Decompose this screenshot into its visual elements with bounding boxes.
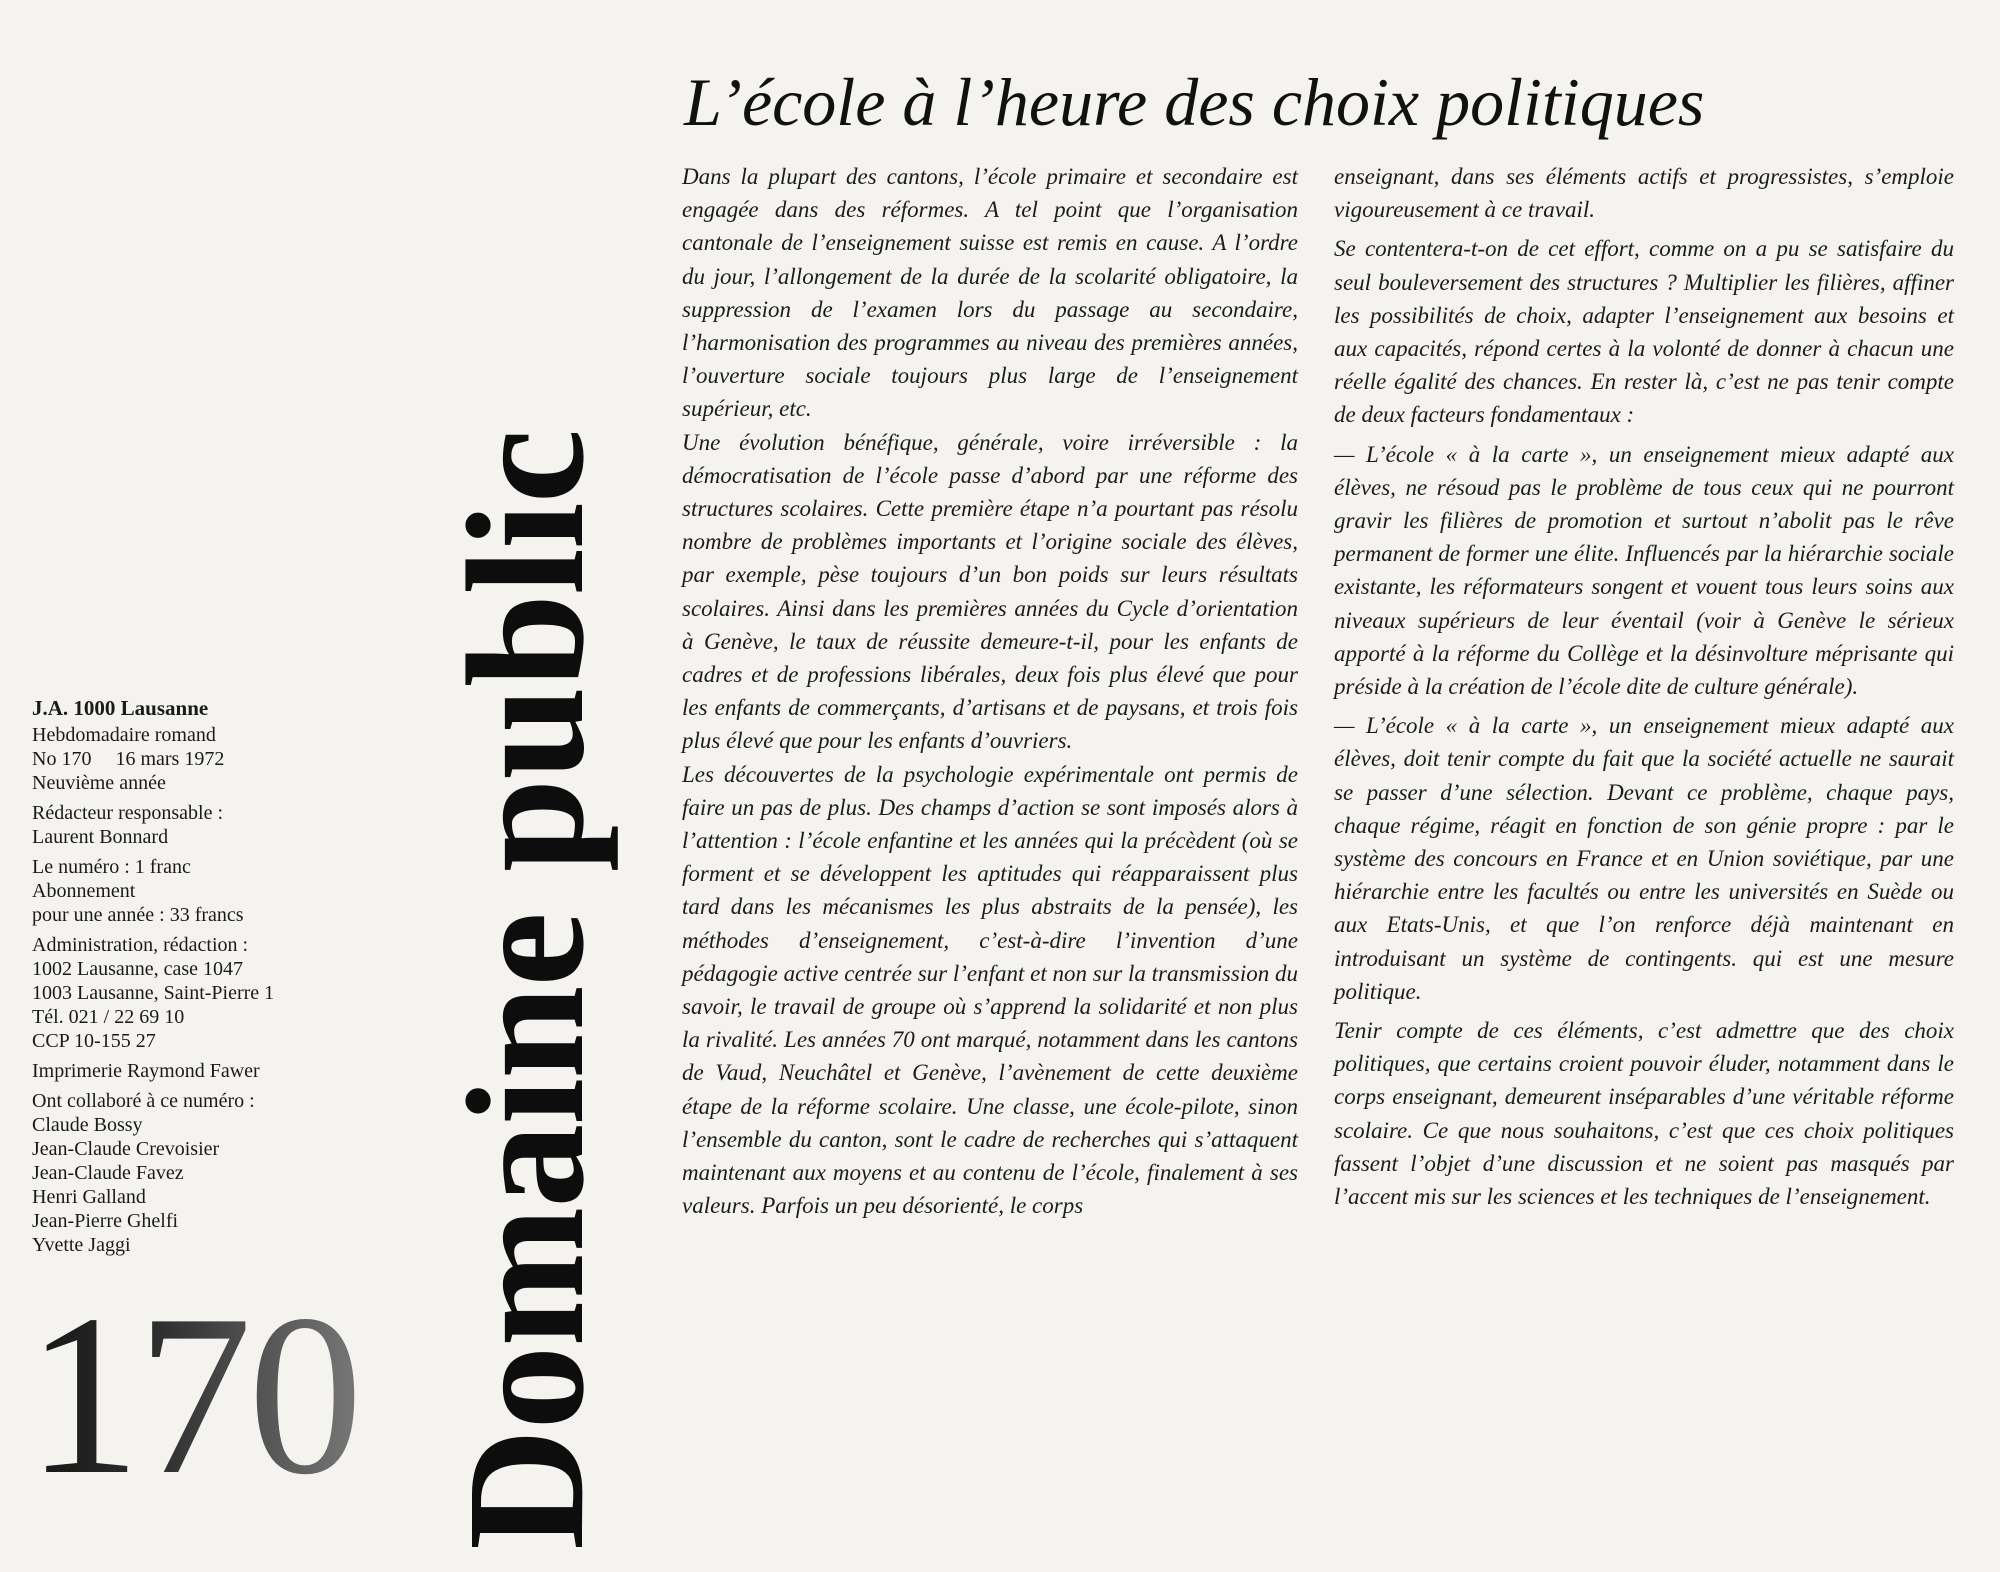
address-line-2: 1003 Lausanne, Saint-Pierre 1 bbox=[32, 982, 275, 1004]
article-column-1 bbox=[682, 160, 1298, 1223]
issue-number: No 170 bbox=[32, 748, 92, 770]
contributor-name: Henri Galland bbox=[32, 1186, 146, 1208]
issue-date: 16 mars 1972 bbox=[115, 748, 225, 770]
price-block bbox=[32, 855, 362, 927]
issue-big-number: 170 bbox=[26, 1290, 366, 1500]
issue-line bbox=[32, 747, 362, 771]
contributor-name: Jean-Claude Crevoisier bbox=[32, 1138, 220, 1160]
contributor-name: Yvette Jaggi bbox=[32, 1234, 131, 1256]
contributor-name: Jean-Claude Favez bbox=[32, 1162, 184, 1184]
editor-name: Laurent Bonnard bbox=[32, 826, 169, 848]
article-paragraph: enseignant, dans ses éléments actifs et progressistes, s’emploie vigoureusement à ce travail. bbox=[1334, 164, 1954, 223]
contributors-label: Ont collaboré à ce numéro : bbox=[32, 1090, 255, 1112]
contributor-name: Claude Bossy bbox=[32, 1114, 143, 1136]
printer-name: Imprimerie Raymond Fawer bbox=[32, 1060, 260, 1082]
article-paragraph: Tenir compte de ces éléments, c’est admettre que des choix politiques, que certains croient pouvoir éluder, notamment dans le corps enseignant, demeurent inséparables d’une véritable réforme scolaire. Ce que nous souhaitons, c’est que ces choix politiques fassent l’objet d’une discussion et ne soient pas masqués par l’accent mis sur les sciences et les techniques de l’enseignement. bbox=[1334, 1018, 1954, 1210]
contributor-name: Jean-Pierre Ghelfi bbox=[32, 1210, 179, 1232]
phone-number: Tél. 021 / 22 69 10 bbox=[32, 1006, 185, 1028]
publication-info bbox=[32, 696, 362, 1263]
subscription-price: pour une année : 33 francs bbox=[32, 904, 244, 926]
issue-year: Neuvième année bbox=[32, 772, 166, 794]
ccp-number: CCP 10-155 27 bbox=[32, 1030, 156, 1052]
contributors-block bbox=[32, 1089, 362, 1257]
article-paragraph: Dans la plupart des cantons, l’école primaire et secondaire est engagée dans des réformes. A tel point que l’organisation cantonale de l’enseignement suisse est remis en cause. A l’ordre du jour, l’allongement de la durée de la scolarité obligatoire, la suppression de l’examen lors du passage au secondaire, l’harmonisation des programmes au niveau des premières années, l’ouverture sociale toujours plus large de l’enseignement supérieur, etc. bbox=[682, 164, 1298, 422]
article-paragraph: — L’école « à la carte », un enseignement mieux adapté aux élèves, ne résoud pas le problème de tous ceux qui ne pourront gravir les filières de promotion et surtout n’abolit pas le rêve permanent de former une élite. Influencés par la hiérarchie sociale existante, les réformateurs songent et vouent tous leurs soins aux niveaux supérieurs de leur éventail (voir à Genève le sérieux apporté à la réforme du Collège et la désinvolture méprisante qui préside à la création de l’école dite de culture générale). bbox=[1334, 441, 1954, 700]
editor-block bbox=[32, 801, 362, 849]
article-paragraph: Une évolution bénéfique, générale, voire irréversible : la démocratisation de l’école passe d’abord par une réforme des structures scolaires. Cette première étape n’a pourtant pas résolu nombre de problèmes importants et l’origine sociale des élèves, par exemple, pèse toujours d’un bon poids sur leurs résultats scolaires. Ainsi dans les premières années du Cycle d’orientation à Genève, le taux de réussite demeure-t-il, pour les enfants de cadres et de professions libérales, deux fois plus élevé que pour les enfants de commerçants, d’artisans et de paysans, et trois fois plus élevé que pour les enfants d’ouvriers. bbox=[682, 429, 1298, 754]
address-line-1: 1002 Lausanne, case 1047 bbox=[32, 958, 244, 980]
subscription-label: Abonnement bbox=[32, 880, 136, 902]
article-headline: L’école à l’heure des choix politiques bbox=[684, 64, 1705, 140]
masthead-title: Domaine public bbox=[433, 429, 619, 1550]
printer-block bbox=[32, 1059, 362, 1083]
admin-label: Administration, rédaction : bbox=[32, 934, 249, 956]
address-block bbox=[32, 933, 362, 1053]
article-paragraph: Se contentera-t-on de cet effort, comme on a pu se satisfaire du seul bouleversement des structures ? Multiplier les filières, affiner les possibilités de choix, adapter l’enseignement aux besoins et aux capacités, répond certes à la volonté de donner à chacun une réelle égalité des chances. En rester là, c’est ne pas tenir compte de deux facteurs fondamentaux : bbox=[1334, 236, 1954, 428]
article-column-2 bbox=[1334, 160, 1954, 1213]
issue-price: Le numéro : 1 franc bbox=[32, 856, 191, 878]
ja-line: J.A. 1000 Lausanne bbox=[32, 696, 209, 720]
issue-details bbox=[32, 723, 362, 795]
publication-type: Hebdomadaire romand bbox=[32, 724, 216, 746]
article-paragraph: Les découvertes de la psychologie expérimentale ont permis de faire un pas de plus. Des champs d’action se sont imposés alors à l’attention : l’école enfantine et les années qui la précèdent (où se forment et se développent les aptitudes qui réapparaissent plus tard dans les mécanismes les plus abstraits de la pensée), les méthodes d’enseignement, c’est-à-dire l’invention d’une pédagogie active centrée sur l’enfant et non sur la transmission du savoir, le travail de groupe où s’apprend la solidarité et non plus la rivalité. Les années 70 ont marqué, notamment dans les cantons de Vaud, Neuchâtel et Genève, l’avènement de cette deuxième étape de la réforme scolaire. Une classe, une école-pilote, sinon l’ensemble du canton, sont le cadre de recherches qui s’attaquent maintenant aux moyens et au contenu de l’école, finalement à ses valeurs. Parfois un peu désorienté, le corps bbox=[682, 761, 1298, 1219]
editor-label: Rédacteur responsable : bbox=[32, 802, 224, 824]
article-paragraph: — L’école « à la carte », un enseignement mieux adapté aux élèves, doit tenir compte du fait que la société actuelle ne saurait se passer d’une sélection. Devant ce problème, chaque pays, chaque régime, réagit en fonction de son génie propre : par le système des concours en France et en Union soviétique, par une hiérarchie entre les facultés ou entre les universités en Suède ou aux Etats-Unis, et que l’on renforce déjà maintenant en introduisant un système de contingents. qui est une mesure politique. bbox=[1334, 713, 1954, 1004]
